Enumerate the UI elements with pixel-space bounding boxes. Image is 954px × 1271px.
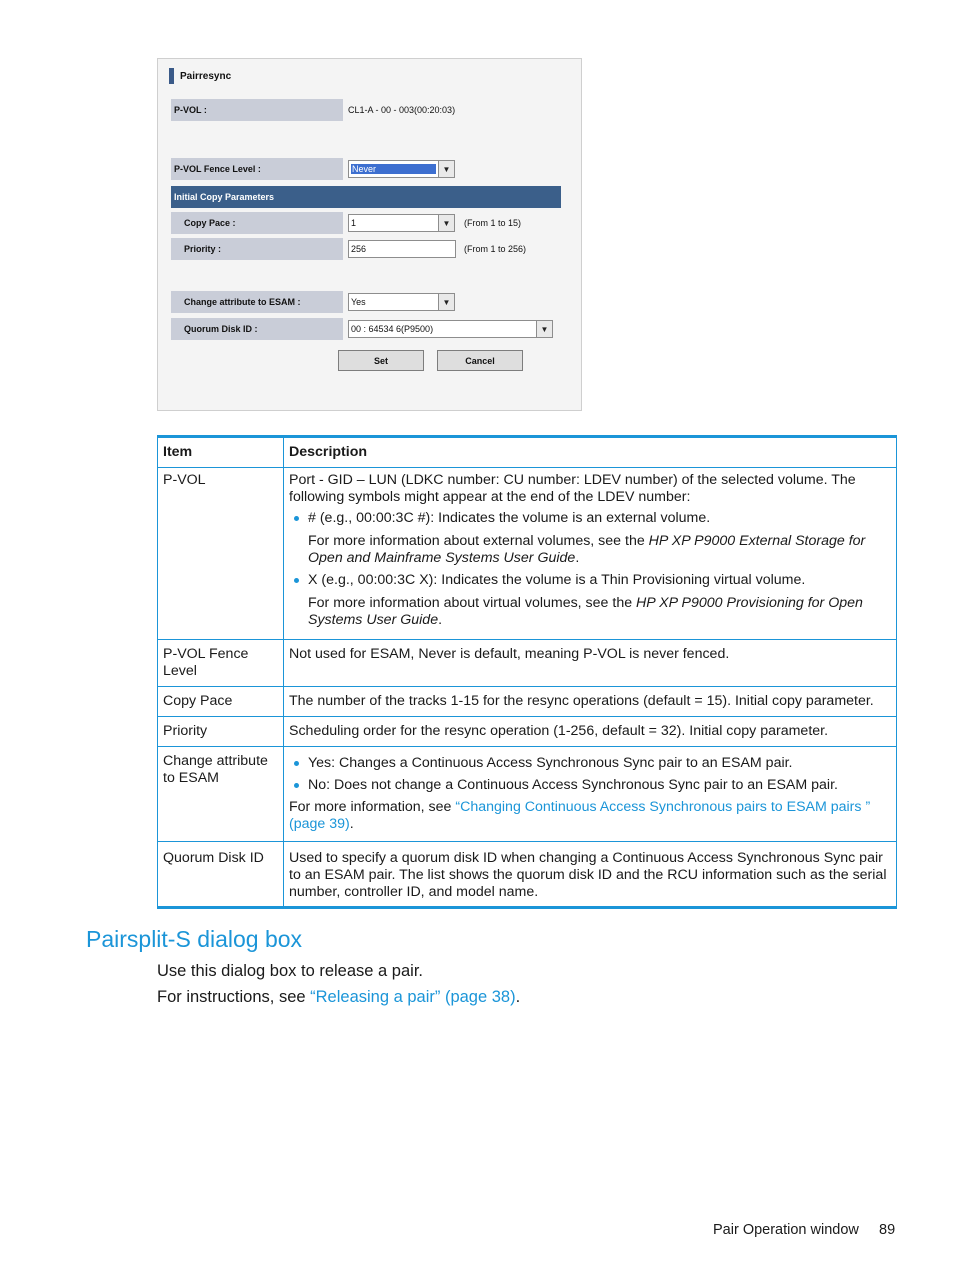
table-row (158, 842, 897, 908)
note-text: For more information about virtual volumes, see the (308, 595, 637, 611)
esam-more-info (289, 799, 891, 833)
guide-title: HP XP P9000 External Storage for Open and Mainframe Systems User Guide (308, 533, 866, 566)
section-heading: Pairsplit-S dialog box (86, 926, 303, 952)
esam-select[interactable] (348, 293, 455, 311)
row-item: P-VOL (158, 468, 284, 640)
row-description: Scheduling order for the resync operation (1-256, default = 32). Initial copy parameter. (284, 717, 897, 747)
section-paragraph-1: Use this dialog box to release a pair. (157, 962, 423, 980)
list-item (308, 510, 891, 567)
quorum-select[interactable] (348, 320, 553, 338)
note-text: . (575, 550, 580, 566)
more-text: For more information, see (289, 799, 456, 815)
fence-level-select[interactable] (348, 160, 455, 178)
pvol-bullet-1-note (308, 533, 891, 567)
header-description: Description (284, 437, 897, 468)
note-text: For more information about external volumes, see the (308, 533, 649, 549)
row-item: Copy Pace (158, 687, 284, 717)
priority-hint: (From 1 to 256) (464, 244, 527, 254)
chevron-down-icon[interactable]: ▼ (438, 294, 454, 310)
dialog-title-text: Pairresync (180, 70, 232, 82)
copy-pace-hint: (From 1 to 15) (464, 218, 522, 228)
list-item: Yes: Changes a Continuous Access Synchronous Sync pair to an ESAM pair. (308, 755, 891, 772)
fence-level-value: Never (351, 164, 436, 174)
row-description (284, 468, 897, 640)
quorum-label: Quorum Disk ID : (171, 318, 343, 340)
table-header-row (158, 437, 897, 468)
chevron-down-icon[interactable]: ▼ (536, 321, 552, 337)
paragraph-text: For instructions, see (157, 988, 311, 1006)
copy-pace-label: Copy Pace : (171, 212, 343, 234)
dialog-title (169, 68, 231, 84)
releasing-pair-link[interactable]: “Releasing a pair” (page 38) (310, 988, 516, 1006)
table-row (158, 747, 897, 842)
pvol-bullet-2: X (e.g., 00:00:3C X): Indicates the volume is a Thin Provisioning virtual volume. (308, 572, 806, 588)
footer-title: Pair Operation window (713, 1222, 859, 1238)
row-item: Change attribute to ESAM (158, 747, 284, 842)
esam-pairs-link[interactable]: “Changing Continuous Access Synchronous pairs to ESAM pairs ” (page 39) (289, 799, 871, 832)
esam-value: Yes (351, 297, 366, 307)
header-item: Item (158, 437, 284, 468)
row-item: P-VOL Fence Level (158, 640, 284, 687)
page-number: 89 (879, 1222, 896, 1238)
initial-copy-parameters-header: Initial Copy Parameters (171, 186, 561, 208)
pvol-value: CL1-A - 00 - 003(00:20:03) (348, 105, 456, 115)
priority-input[interactable]: 256 (348, 240, 456, 258)
pvol-bullets (289, 510, 891, 629)
row-description (284, 747, 897, 842)
list-item (308, 572, 891, 629)
section-paragraph-2 (157, 988, 520, 1007)
fence-level-label: P-VOL Fence Level : (171, 158, 343, 180)
cancel-button[interactable]: Cancel (437, 350, 523, 371)
quorum-value: 00 : 64534 6(P9500) (351, 324, 434, 334)
more-text: . (349, 816, 354, 832)
row-item: Priority (158, 717, 284, 747)
table-row (158, 717, 897, 747)
row-description: Used to specify a quorum disk ID when changing a Continuous Access Synchronous Sync pair to an ESAM pair. The list shows the quorum disk ID and the RCU information such as the serial number, controller ID, and model name. (284, 842, 897, 908)
row-item: Quorum Disk ID (158, 842, 284, 908)
pvol-desc: Port - GID – LUN (LDKC number: CU number: LDEV number) of the selected volume. The following symbols might appear at the end of the LDEV number: (289, 472, 856, 505)
table-row (158, 468, 897, 640)
chevron-down-icon[interactable]: ▼ (438, 161, 454, 177)
title-bar-marker (169, 68, 174, 84)
table-row (158, 640, 897, 687)
copy-pace-value: 1 (351, 218, 357, 228)
list-item: No: Does not change a Continuous Access Synchronous Sync pair to an ESAM pair. (308, 777, 891, 794)
description-table (157, 435, 897, 909)
note-text: . (438, 612, 443, 628)
table-row (158, 687, 897, 717)
priority-label: Priority : (171, 238, 343, 260)
pvol-bullet-1: # (e.g., 00:00:3C #): Indicates the volume is an external volume. (308, 510, 711, 526)
chevron-down-icon[interactable]: ▼ (438, 215, 454, 231)
pvol-label: P-VOL : (171, 99, 343, 121)
esam-bullets (289, 755, 891, 794)
row-description: The number of the tracks 1-15 for the resync operations (default = 15). Initial copy parameter. (284, 687, 897, 717)
copy-pace-select[interactable] (348, 214, 455, 232)
esam-label: Change attribute to ESAM : (171, 291, 343, 313)
set-button[interactable]: Set (338, 350, 424, 371)
pairresync-dialog (157, 58, 582, 411)
pvol-bullet-2-note (308, 595, 891, 629)
guide-title: HP XP P9000 Provisioning for Open Systems User Guide (308, 595, 863, 628)
paragraph-text: . (515, 988, 521, 1006)
row-description: Not used for ESAM, Never is default, meaning P-VOL is never fenced. (284, 640, 897, 687)
